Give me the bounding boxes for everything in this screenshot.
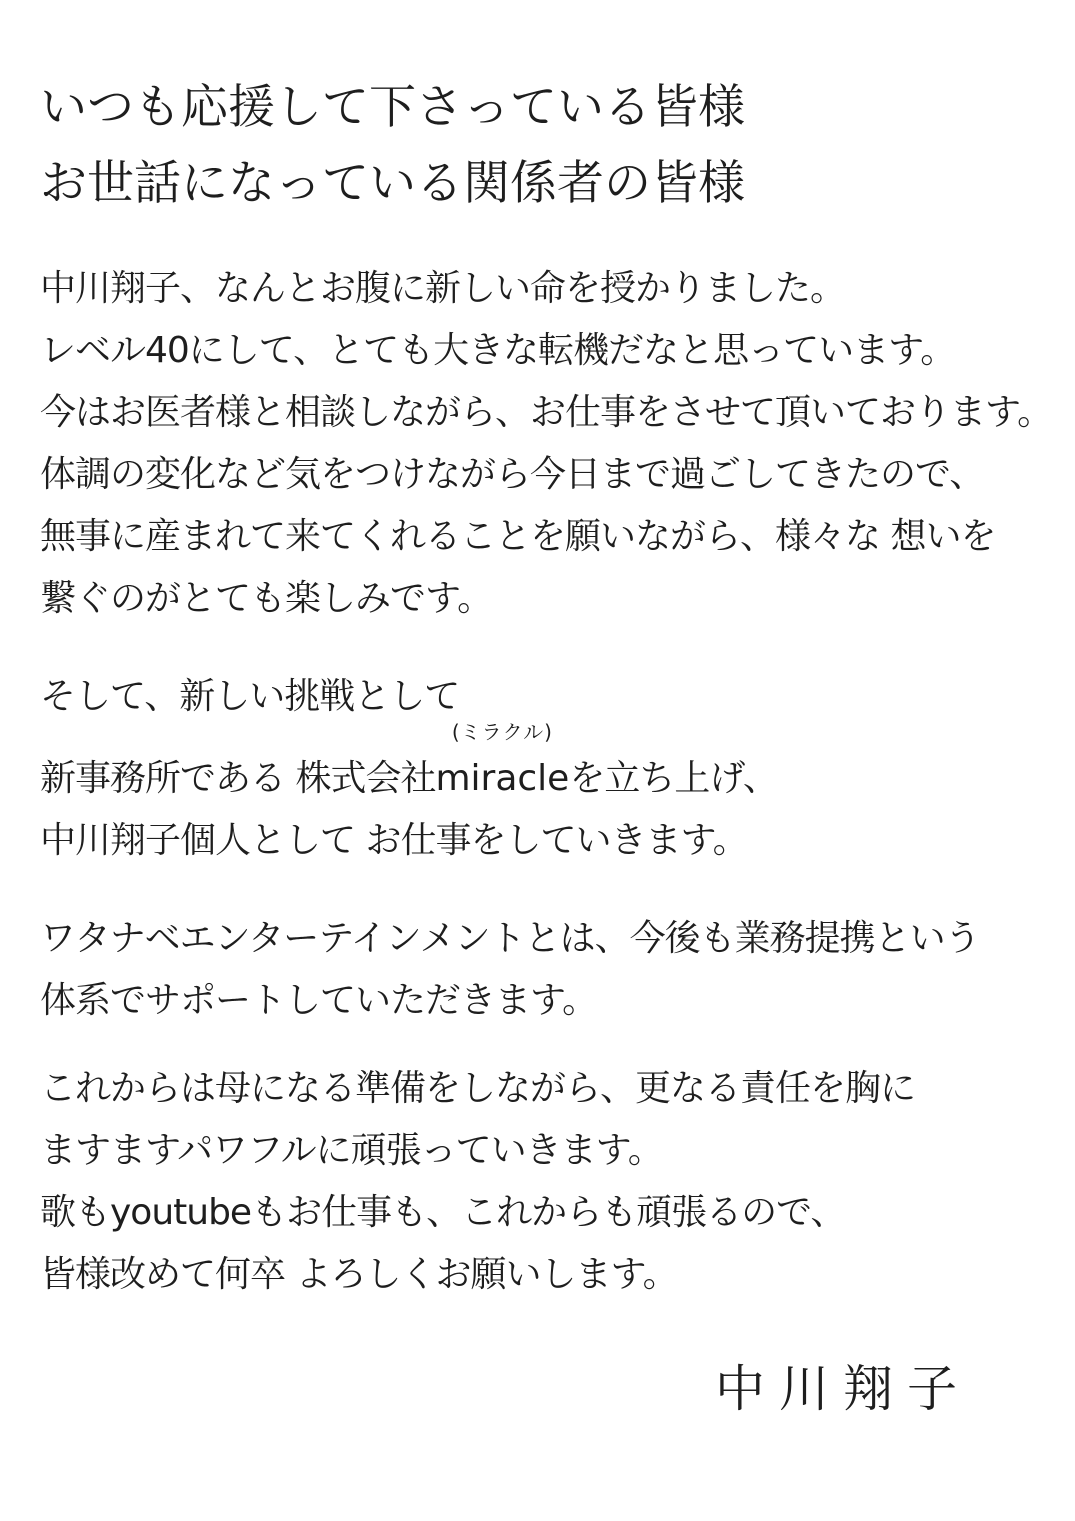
letter-line: 体調の変化など気をつけながら今日まで過ごしてきたので、	[40, 454, 985, 495]
letter-line: ワタナベエンターテインメントとは、今後も業務提携という	[40, 918, 980, 959]
signature: 中川翔子	[715, 1360, 971, 1418]
greeting-block	[40, 70, 1061, 222]
letter-line: 今はお医者様と相談しながら、お仕事をさせて頂いております。	[40, 392, 1053, 433]
letter-line: これからは母になる準備をしながら、更なる責任を胸に	[40, 1068, 916, 1109]
paragraph-closing	[40, 1058, 1061, 1306]
letter-line: 皆様改めて何卒 よろしくお願いします。	[40, 1254, 678, 1295]
letter-line: そして、新しい挑戦として	[40, 676, 460, 717]
company-line-post: を立ち上げ、	[569, 758, 778, 799]
letter-line: 無事に産まれて来てくれることを願いながら、様々な 想いを	[40, 516, 996, 557]
letter-line: レベル40にして、とても大きな転機だなと思っています。	[40, 330, 956, 371]
company-name-furigana: (ミラクル)	[451, 720, 553, 744]
paragraph-watanabe	[40, 908, 1061, 1032]
letter-line: 中川翔子個人として お仕事をしていきます。	[40, 820, 748, 861]
company-name-text: miracle	[435, 758, 570, 799]
paragraph-new-company	[40, 666, 1061, 872]
greeting-line-1: いつも応援して下さっている皆様	[40, 80, 745, 135]
letter-line: 体系でサポートしていただきます。	[40, 980, 598, 1021]
letter-line: ますますパワフルに頑張っていきます。	[40, 1130, 663, 1171]
company-name-line	[40, 720, 1061, 810]
greeting-line-2: お世話になっている関係者の皆様	[40, 156, 745, 211]
letter-line: 歌もyoutubeもお仕事も、これからも頑張るので、	[40, 1192, 846, 1233]
company-line-pre: 新事務所である 株式会社	[40, 758, 436, 799]
letter-line: 中川翔子、なんとお腹に新しい命を授かりました。	[40, 268, 846, 309]
letter-line: 繋ぐのがとても楽しみです。	[40, 578, 493, 619]
company-name-word	[435, 720, 570, 810]
paragraph-announcement	[40, 258, 1061, 630]
